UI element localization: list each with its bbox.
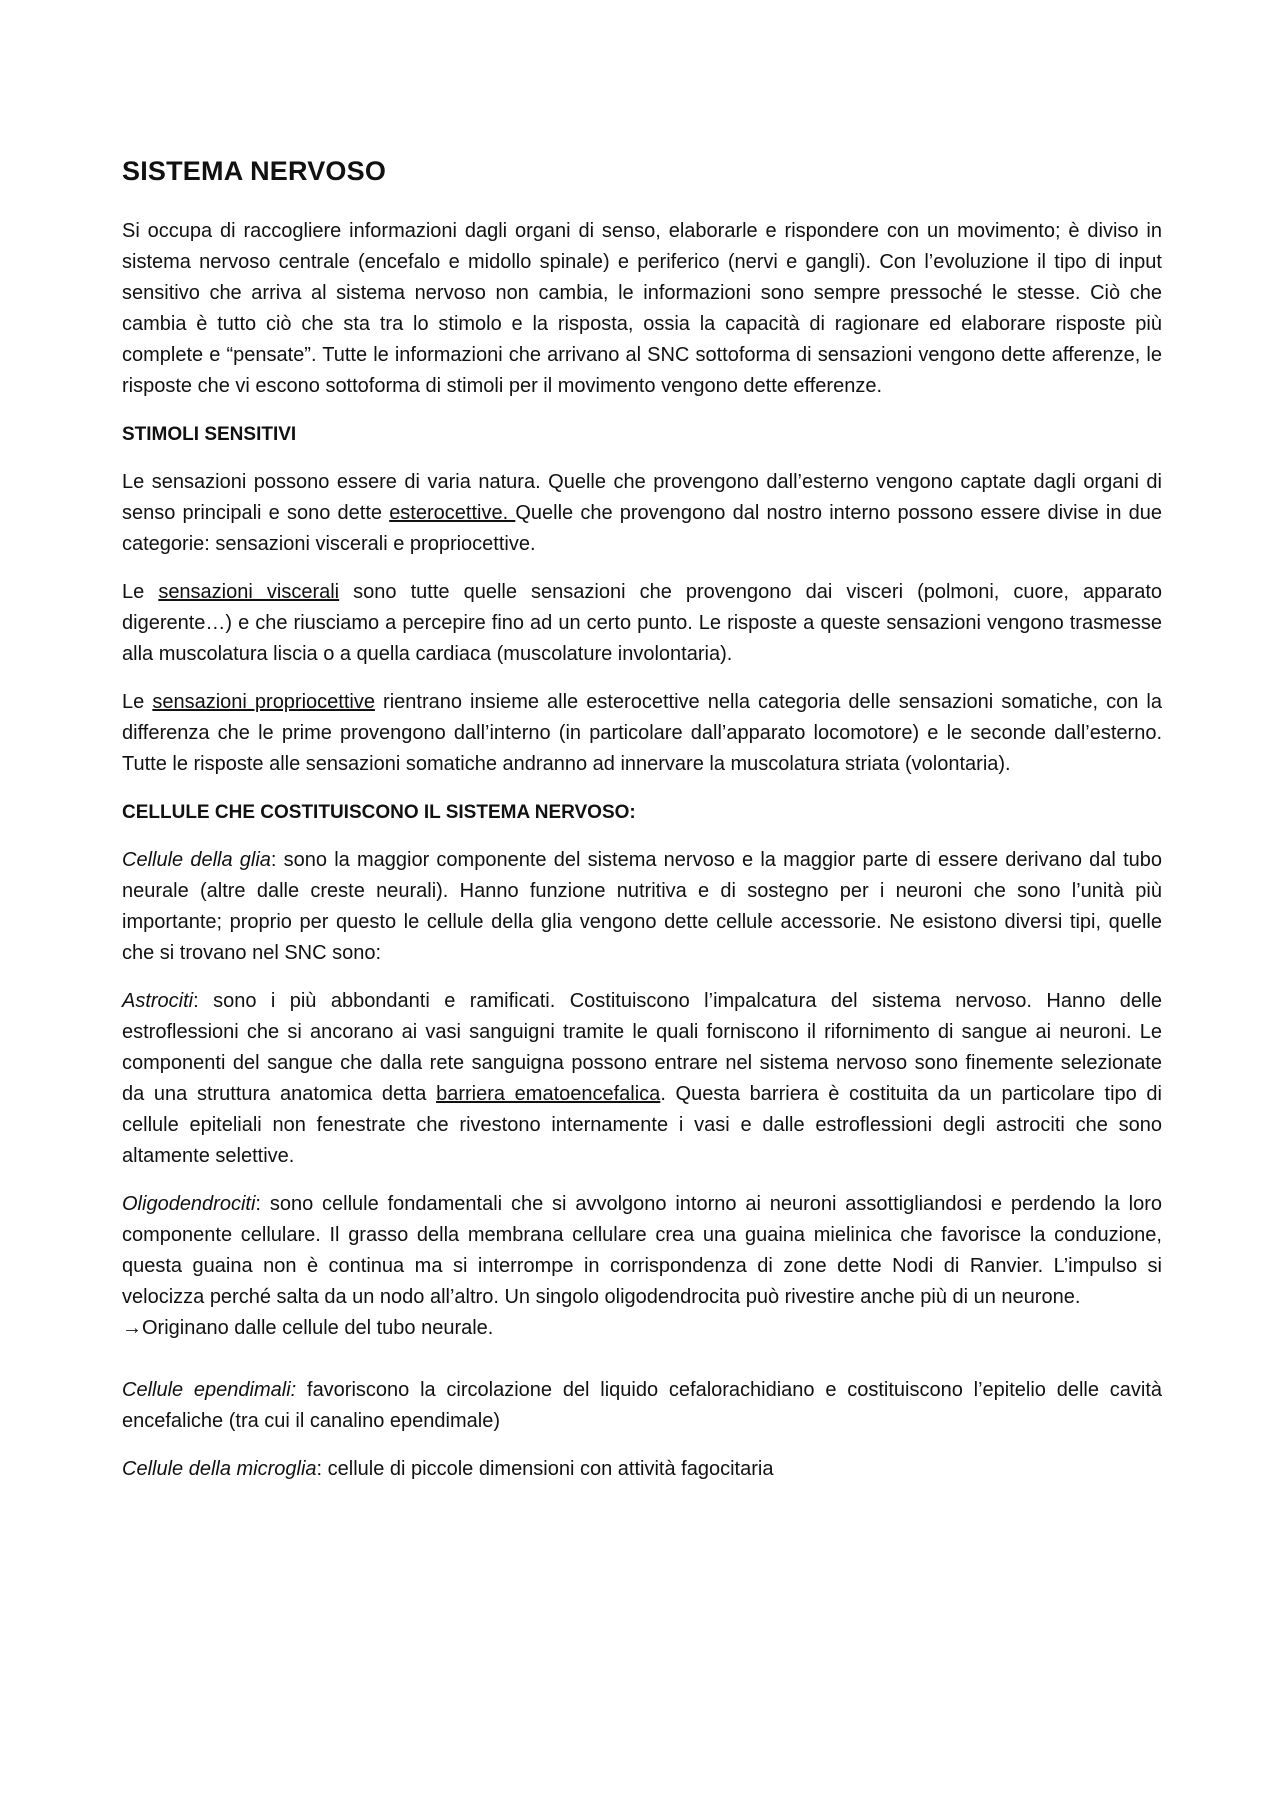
italic-term: Oligodendrociti [122, 1193, 256, 1215]
text-run: rientrano insieme alle esterocettive nella categoria delle sensazioni somatiche, con la differenza che le prime provengono dall’interno (in particolare dall’apparato locomotore) e le seconde dall’esterno. Tutte le risposte alle sensazioni somatiche andranno ad innervare la muscolatura striata (volontaria). [122, 691, 1162, 775]
section-heading-stimoli: STIMOLI SENSITIVI [122, 424, 297, 445]
section-heading-cellule: CELLULE CHE COSTITUISCONO IL SISTEMA NERVOSO: [122, 802, 636, 823]
paragraph-esterocettive [122, 467, 1162, 560]
underlined-term: sensazioni propriocettive [152, 691, 375, 713]
text-run: Quelle che provengono dal nostro interno possono essere divise in due categorie: sensazioni viscerali e propriocettive. [122, 502, 1162, 555]
text-run: : cellule di piccole dimensioni con attività fagocitaria [316, 1458, 774, 1480]
paragraph-oligodendrociti [122, 1189, 1162, 1313]
italic-term: Cellule della microglia [122, 1458, 317, 1480]
text-run: favoriscono la circolazione del liquido cefalorachidiano e costituiscono l’epitelio delle cavità encefaliche (tra cui il canalino ependimale) [122, 1379, 1162, 1432]
paragraph-astrociti [122, 986, 1162, 1172]
underlined-term: esterocettive. [389, 502, 516, 524]
document-title: SISTEMA NERVOSO [122, 156, 387, 186]
paragraph-microglia [122, 1454, 1162, 1485]
paragraph-propriocettive [122, 687, 1162, 780]
italic-term: Cellule della glia [122, 849, 271, 871]
intro-paragraph: Si occupa di raccogliere informazioni dagli organi di senso, elaborarle e rispondere con un movimento; è diviso in sistema nervoso centrale (encefalo e midollo spinale) e periferico (nervi e gangli). Con l’evoluzione il tipo di input sensitivo che arriva al sistema nervoso non cambia, le informazioni sono sempre pressoché le stesse. Ciò che cambia è tutto ciò che sta tra lo stimolo e la risposta, ossia la capacità di ragionare ed elaborare risposte più complete e “pensate”. Tutte le informazioni che arrivano al SNC sottoforma di sensazioni vengono dette afferenze, le risposte che vi escono sottoforma di stimoli per il movimento vengono dette efferenze. [122, 220, 1162, 397]
paragraph-glia [122, 845, 1162, 969]
text-run: Le [122, 581, 159, 603]
italic-term: Cellule ependimali: [122, 1379, 297, 1401]
paragraph-viscerali [122, 577, 1162, 670]
underlined-term: barriera ematoencefalica [436, 1083, 661, 1105]
text-run: Le [122, 691, 153, 713]
paragraph-ependimali [122, 1375, 1162, 1437]
text-run: : sono cellule fondamentali che si avvolgono intorno ai neuroni assottigliandosi e perdendo la loro componente cellulare. Il grasso della membrana cellulare crea una guaina mielinica che favorisce la conduzione, questa guaina non è continua ma si interrompe in corrispondenza di zone dette Nodi di Ranvier. L’impulso si velocizza perché salta da un nodo all’altro. Un singolo oligodendrocita può rivestire anche più di un neurone. [122, 1193, 1162, 1308]
oligodendrociti-note: →Originano dalle cellule del tubo neurale. [122, 1317, 494, 1339]
italic-term: Astrociti [122, 990, 194, 1012]
text-run: Le sensazioni possono essere di varia natura. Quelle che provengono dall’esterno vengono captate dagli organi di senso principali e sono dette [122, 471, 1162, 524]
underlined-term: sensazioni viscerali [158, 581, 340, 603]
text-run: . Questa barriera è costituita da un particolare tipo di cellule epiteliali non fenestrate che rivestono internamente i vasi e dalle estroflessioni degli astrociti che sono altamente selettive. [122, 1083, 1163, 1167]
text-run: : sono la maggior componente del sistema nervoso e la maggior parte di essere derivano dal tubo neurale (altre dalle creste neurali). Hanno funzione nutritiva e di sostegno per i neuroni che sono l’unità più importante; proprio per questo le cellule della glia vengono dette cellule accessorie. Ne esistono diversi tipi, quelle che si trovano nel SNC sono: [122, 849, 1162, 964]
text-run: : sono i più abbondanti e ramificati. Costituiscono l’impalcatura del sistema nervoso. Hanno delle estroflessioni che si ancorano ai vasi sanguigni tramite le quali forniscono il rifornimento di sangue ai neuroni. Le componenti del sangue che dalla rete sanguigna possono entrare nel sistema nervoso sono finemente selezionate da una struttura anatomica detta [122, 990, 1162, 1105]
text-run: sono tutte quelle sensazioni che provengono dai visceri (polmoni, cuore, apparato digerente…) e che riusciamo a percepire fino ad un certo punto. Le risposte a queste sensazioni vengono trasmesse alla muscolatura liscia o a quella cardiaca (muscolature involontaria). [122, 581, 1163, 665]
document-body [122, 216, 1162, 1502]
